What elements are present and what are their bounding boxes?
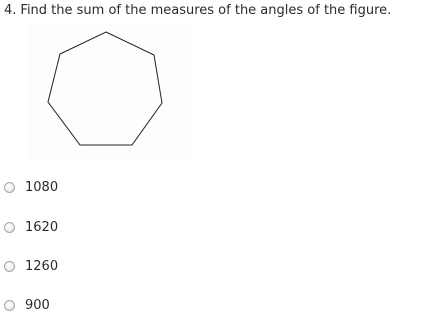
question-prompt: Find the sum of the measures of the angles of the figure. <box>20 3 392 18</box>
radio-button[interactable] <box>4 261 15 272</box>
question-number: 4. <box>4 3 17 18</box>
answer-option-label: 900 <box>25 297 50 313</box>
answer-option-label: 1080 <box>25 179 59 195</box>
figure-image <box>28 22 190 162</box>
radio-button[interactable] <box>4 182 15 193</box>
answer-option-label: 1260 <box>25 258 59 274</box>
answer-option-label: 1620 <box>25 219 59 235</box>
answer-option-3[interactable] <box>4 257 58 275</box>
answer-option-1[interactable] <box>4 178 58 196</box>
answer-option-4[interactable] <box>4 296 50 314</box>
radio-button[interactable] <box>4 300 15 311</box>
radio-button[interactable] <box>4 222 15 233</box>
heptagon-shape <box>48 32 162 145</box>
heptagon-figure <box>28 22 190 162</box>
question-text <box>4 3 391 19</box>
answer-option-2[interactable] <box>4 218 58 236</box>
